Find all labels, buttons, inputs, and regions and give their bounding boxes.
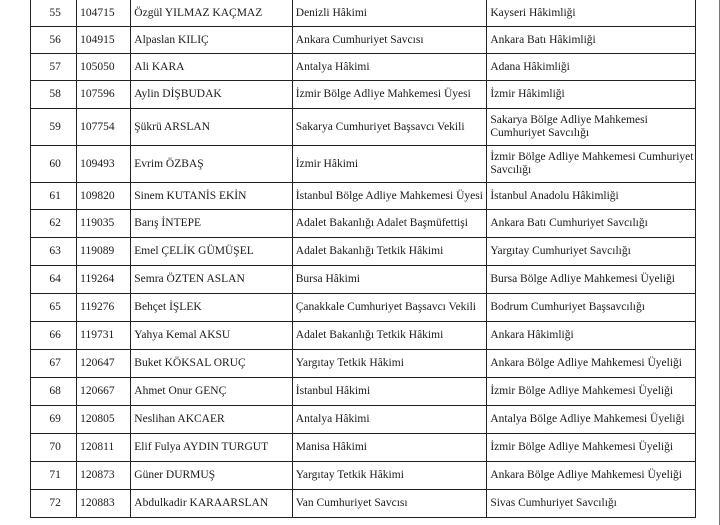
current-position: Antalya Hâkimi — [292, 406, 487, 434]
table-row — [31, 462, 696, 490]
registry-number: 119035 — [77, 210, 131, 238]
table-row — [31, 54, 696, 81]
registry-number: 120873 — [77, 462, 131, 490]
registry-number: 107754 — [77, 109, 131, 146]
current-position: Ankara Cumhuriyet Savcısı — [292, 27, 487, 54]
row-number: 69 — [31, 406, 77, 434]
table-row — [31, 27, 696, 54]
new-position: Ankara Bölge Adliye Mahkemesi Üyeliği — [487, 350, 696, 378]
current-position: Sakarya Cumhuriyet Başsavcı Vekili — [292, 109, 487, 146]
current-position: Adalet Bakanlığı Tetkik Hâkimi — [292, 238, 487, 266]
full-name: Barış İNTEPE — [131, 210, 292, 238]
new-position: Sivas Cumhuriyet Savcılığı — [487, 490, 696, 518]
registry-number: 104715 — [77, 0, 131, 27]
table-row — [31, 210, 696, 238]
table-row — [31, 109, 696, 146]
full-name: Aylin DİŞBUDAK — [131, 81, 292, 109]
new-position: İzmir Bölge Adliye Mahkemesi Cumhuriyet Savcılığı — [487, 146, 696, 183]
full-name: Abdulkadir KARAARSLAN — [131, 490, 292, 518]
registry-number: 119731 — [77, 322, 131, 350]
row-number: 58 — [31, 81, 77, 109]
full-name: Özgül YILMAZ KAÇMAZ — [131, 0, 292, 27]
current-position: Denizli Hâkimi — [292, 0, 487, 27]
table-row — [31, 0, 696, 27]
full-name: Emel ÇELİK GÜMÜŞEL — [131, 238, 292, 266]
table-row — [31, 81, 696, 109]
row-number: 61 — [31, 183, 77, 210]
new-position: Ankara Batı Cumhuriyet Savcılığı — [487, 210, 696, 238]
registry-number: 120667 — [77, 378, 131, 406]
full-name: Elif Fulya AYDIN TURGUT — [131, 434, 292, 462]
registry-number: 109493 — [77, 146, 131, 183]
full-name: Evrim ÖZBAŞ — [131, 146, 292, 183]
row-number: 67 — [31, 350, 77, 378]
table-row — [31, 378, 696, 406]
registry-number: 107596 — [77, 81, 131, 109]
full-name: Ali KARA — [131, 54, 292, 81]
full-name: Yahya Kemal AKSU — [131, 322, 292, 350]
row-number: 62 — [31, 210, 77, 238]
registry-number: 109820 — [77, 183, 131, 210]
registry-number: 120883 — [77, 490, 131, 518]
row-number: 57 — [31, 54, 77, 81]
current-position: İstanbul Hâkimi — [292, 378, 487, 406]
table-row — [31, 183, 696, 210]
row-number: 68 — [31, 378, 77, 406]
current-position: İzmir Hâkimi — [292, 146, 487, 183]
appointment-table — [30, 0, 696, 518]
registry-number: 119089 — [77, 238, 131, 266]
registry-number: 119276 — [77, 294, 131, 322]
new-position: Bodrum Cumhuriyet Başsavcılığı — [487, 294, 696, 322]
registry-number: 120647 — [77, 350, 131, 378]
new-position: Bursa Bölge Adliye Mahkemesi Üyeliği — [487, 266, 696, 294]
row-number: 55 — [31, 0, 77, 27]
table-row — [31, 266, 696, 294]
full-name: Ahmet Onur GENÇ — [131, 378, 292, 406]
current-position: Yargıtay Tetkik Hâkimi — [292, 462, 487, 490]
registry-number: 119264 — [77, 266, 131, 294]
current-position: Adalet Bakanlığı Tetkik Hâkimi — [292, 322, 487, 350]
new-position: Adana Hâkimliği — [487, 54, 696, 81]
table-row — [31, 238, 696, 266]
current-position: Van Cumhuriyet Savcısı — [292, 490, 487, 518]
new-position: İzmir Hâkimliği — [487, 81, 696, 109]
table-row — [31, 490, 696, 518]
row-number: 56 — [31, 27, 77, 54]
row-number: 59 — [31, 109, 77, 146]
full-name: Buket KÖKSAL ORUÇ — [131, 350, 292, 378]
registry-number: 120805 — [77, 406, 131, 434]
new-position: Ankara Hâkimliği — [487, 322, 696, 350]
new-position: İzmir Bölge Adliye Mahkemesi Üyeliği — [487, 434, 696, 462]
row-number: 71 — [31, 462, 77, 490]
table-body — [31, 0, 696, 518]
current-position: Manisa Hâkimi — [292, 434, 487, 462]
registry-number: 105050 — [77, 54, 131, 81]
row-number: 63 — [31, 238, 77, 266]
row-number: 70 — [31, 434, 77, 462]
current-position: İstanbul Bölge Adliye Mahkemesi Üyesi — [292, 183, 487, 210]
table-row — [31, 406, 696, 434]
new-position: Kayseri Hâkimliği — [487, 0, 696, 27]
full-name: Neslihan AKCAER — [131, 406, 292, 434]
full-name: Semra ÖZTEN ASLAN — [131, 266, 292, 294]
new-position: İzmir Bölge Adliye Mahkemesi Üyeliği — [487, 378, 696, 406]
current-position: Yargıtay Tetkik Hâkimi — [292, 350, 487, 378]
row-number: 65 — [31, 294, 77, 322]
row-number: 64 — [31, 266, 77, 294]
full-name: Sinem KUTANİS EKİN — [131, 183, 292, 210]
table-row — [31, 434, 696, 462]
current-position: Çanakkale Cumhuriyet Başsavcı Vekili — [292, 294, 487, 322]
table-row — [31, 146, 696, 183]
new-position: Yargıtay Cumhuriyet Savcılığı — [487, 238, 696, 266]
new-position: Sakarya Bölge Adliye Mahkemesi Cumhuriyet Savcılığı — [487, 109, 696, 146]
current-position: İzmir Bölge Adliye Mahkemesi Üyesi — [292, 81, 487, 109]
current-position: Bursa Hâkimi — [292, 266, 487, 294]
row-number: 66 — [31, 322, 77, 350]
full-name: Alpaslan KILIÇ — [131, 27, 292, 54]
full-name: Şükrü ARSLAN — [131, 109, 292, 146]
table-row — [31, 322, 696, 350]
new-position: Antalya Bölge Adliye Mahkemesi Üyeliği — [487, 406, 696, 434]
table-row — [31, 350, 696, 378]
table-row — [31, 294, 696, 322]
new-position: Ankara Bölge Adliye Mahkemesi Üyeliği — [487, 462, 696, 490]
registry-number: 120811 — [77, 434, 131, 462]
registry-number: 104915 — [77, 27, 131, 54]
full-name: Behçet İŞLEK — [131, 294, 292, 322]
new-position: İstanbul Anadolu Hâkimliği — [487, 183, 696, 210]
current-position: Adalet Bakanlığı Adalet Başmüfettişi — [292, 210, 487, 238]
row-number: 72 — [31, 490, 77, 518]
row-number: 60 — [31, 146, 77, 183]
new-position: Ankara Batı Hâkimliği — [487, 27, 696, 54]
full-name: Güner DURMUŞ — [131, 462, 292, 490]
current-position: Antalya Hâkimi — [292, 54, 487, 81]
